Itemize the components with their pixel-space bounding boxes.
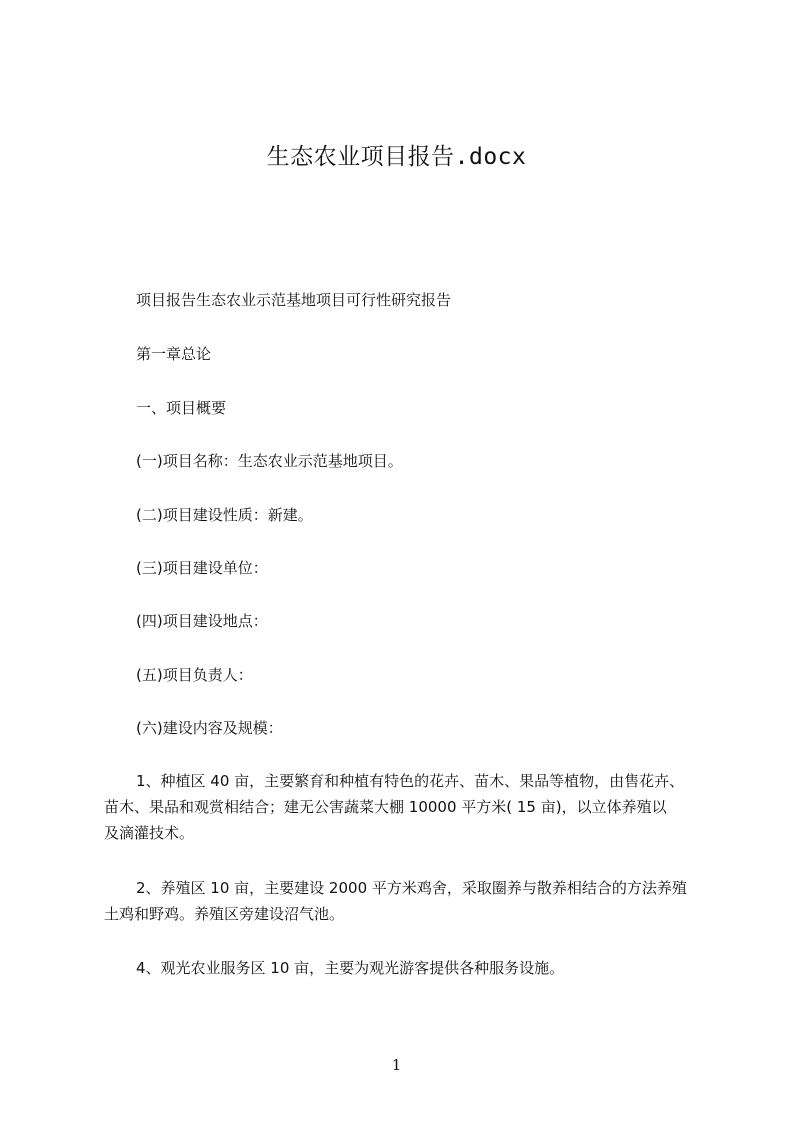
section-heading: 一、项目概要 <box>136 399 227 417</box>
paragraph-line: 及滴灌技术。 <box>104 824 195 842</box>
paragraph-breeding-area <box>104 875 724 927</box>
item-project-leader: (五)项目负责人： <box>136 666 253 684</box>
item-project-location: (四)项目建设地点： <box>136 612 268 630</box>
item-project-unit: (三)项目建设单位： <box>136 559 268 577</box>
report-heading: 项目报告生态农业示范基地项目可行性研究报告 <box>136 291 452 309</box>
paragraph-line: 2、养殖区 10 亩，主要建设 2000 平方米鸡舍，采取圈养与散养相结合的方法养殖 <box>136 879 687 897</box>
chapter-heading: 第一章总论 <box>136 345 212 363</box>
paragraph-planting-area <box>104 768 724 846</box>
document-title: 生态农业项目报告.docx <box>266 144 527 170</box>
item-construction-scope: (六)建设内容及规模： <box>136 719 283 737</box>
item-project-name: (一)项目名称：生态农业示范基地项目。 <box>136 452 403 470</box>
page-number: 1 <box>391 1056 402 1074</box>
paragraph-line: 苗木、果品和观赏相结合；建无公害蔬菜大棚 10000 平方米( 15 亩)，以立体养殖以 <box>104 798 667 816</box>
item-project-nature: (二)项目建设性质：新建。 <box>136 506 313 524</box>
paragraph-line: 土鸡和野鸡。养殖区旁建设沼气池。 <box>104 905 345 923</box>
paragraph-line: 4、观光农业服务区 10 亩，主要为观光游客提供各种服务设施。 <box>136 959 565 977</box>
paragraph-line: 1、种植区 40 亩，主要繁育和种植有特色的花卉、苗木、果品等植物，由售花卉、 <box>136 772 685 790</box>
paragraph-service-area <box>104 955 724 981</box>
